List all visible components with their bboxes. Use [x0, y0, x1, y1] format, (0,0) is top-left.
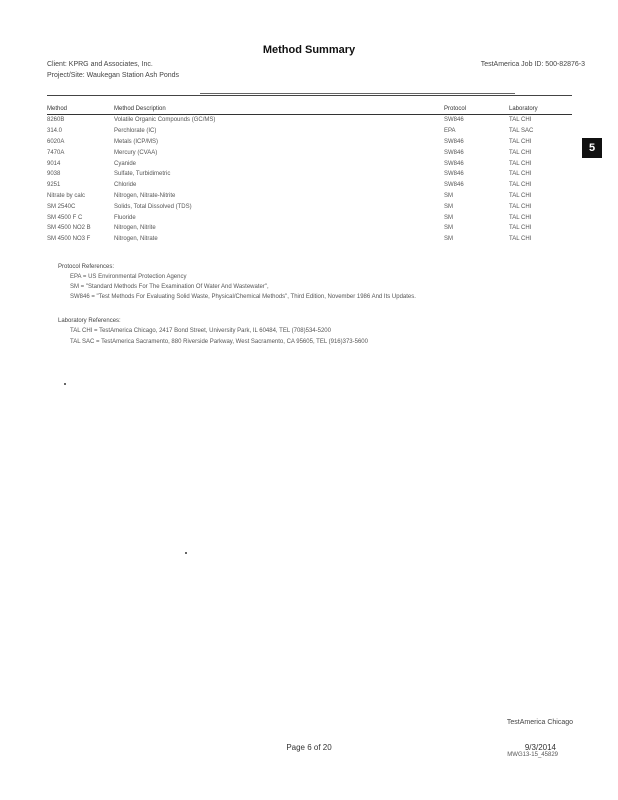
column-header-method: Method: [47, 103, 114, 115]
method-cell: 314.0: [47, 128, 63, 135]
protocol-cell: EPA: [444, 128, 456, 135]
method-description-cell: Sulfate, Turbidimetric: [114, 171, 171, 178]
footer-lab-name: TestAmerica Chicago: [506, 719, 573, 726]
laboratory-cell: TAL CHI: [509, 149, 532, 156]
laboratory-cell: TAL CHI: [509, 225, 532, 232]
laboratory-cell: TAL CHI: [509, 117, 532, 124]
protocol-cell: SM: [444, 203, 453, 210]
protocol-cell: SM: [444, 236, 453, 243]
table-row: [47, 201, 572, 212]
method-table: [47, 103, 572, 245]
table-row: [47, 191, 572, 202]
protocol-cell: SW846: [444, 149, 464, 156]
laboratory-reference-item: TAL SAC = TestAmerica Sacramento, 880 Riverside Parkway, West Sacramento, CA 95605, TEL (916)373-5600: [70, 339, 368, 345]
column-header-description: Method Description: [114, 103, 444, 115]
protocol-cell: SM: [444, 214, 453, 221]
laboratory-references-heading: Laboratory References:: [58, 318, 121, 324]
protocol-cell: SW846: [444, 117, 464, 124]
method-description-cell: Metals (ICP/MS): [114, 138, 159, 145]
laboratory-cell: TAL CHI: [509, 160, 532, 167]
method-description-cell: Nitrogen, Nitrite: [114, 225, 156, 232]
method-cell: 7470A: [47, 149, 65, 156]
header-rule-upper: [200, 93, 515, 94]
table-row: [47, 234, 572, 245]
table-row: [47, 137, 572, 148]
method-description-cell: Nitrogen, Nitrate-Nitrite: [114, 192, 176, 199]
laboratory-cell: TAL CHI: [509, 236, 532, 243]
table-row: [47, 115, 572, 126]
table-row: [47, 126, 572, 137]
column-header-laboratory: Laboratory: [509, 103, 572, 115]
method-cell: Nitrate by calc: [47, 192, 86, 199]
laboratory-cell: TAL CHI: [509, 192, 532, 199]
protocol-cell: SW846: [444, 182, 464, 189]
method-description-cell: Chloride: [114, 182, 137, 189]
method-cell: 9251: [47, 182, 61, 189]
method-description-cell: Nitrogen, Nitrate: [114, 236, 158, 243]
laboratory-cell: TAL SAC: [509, 128, 534, 135]
method-cell: 9014: [47, 160, 61, 167]
section-tab-marker: 5: [582, 138, 602, 158]
footer-document-code: MWG13-15_45829: [507, 752, 558, 758]
job-id: TestAmerica Job ID: 500-82876-3: [480, 61, 585, 68]
protocol-references-heading: Protocol References:: [58, 264, 115, 270]
header-rule: [47, 95, 572, 96]
protocol-reference-item: SM = "Standard Methods For The Examination Of Water And Wastewater",: [70, 284, 269, 290]
laboratory-cell: TAL CHI: [509, 214, 532, 221]
method-cell: 6020A: [47, 138, 65, 145]
protocol-cell: SW846: [444, 138, 464, 145]
table-row: [47, 212, 572, 223]
method-description-cell: Volatile Organic Compounds (GC/MS): [114, 117, 216, 124]
protocol-cell: SW846: [444, 171, 464, 178]
method-cell: 9038: [47, 171, 61, 178]
scan-speck: [64, 383, 66, 385]
client-line: Client: KPRG and Associates, Inc.: [47, 61, 153, 68]
laboratory-cell: TAL CHI: [509, 138, 532, 145]
method-description-cell: Mercury (CVAA): [114, 149, 158, 156]
method-cell: SM 4500 F C: [47, 214, 83, 221]
laboratory-cell: TAL CHI: [509, 182, 532, 189]
protocol-cell: SW846: [444, 160, 464, 167]
protocol-cell: SM: [444, 192, 453, 199]
page-title: Method Summary: [262, 44, 356, 56]
scan-speck: [185, 552, 187, 554]
footer-date: 9/3/2014: [524, 743, 556, 752]
project-line: Project/Site: Waukegan Station Ash Ponds: [47, 72, 180, 79]
method-description-cell: Fluoride: [114, 214, 136, 221]
protocol-cell: SM: [444, 225, 453, 232]
method-description-cell: Solids, Total Dissolved (TDS): [114, 203, 192, 210]
table-row: [47, 158, 572, 169]
method-cell: SM 4500 NO3 F: [47, 236, 91, 243]
table-row: [47, 147, 572, 158]
method-cell: SM 2540C: [47, 203, 76, 210]
column-header-protocol: Protocol: [444, 103, 509, 115]
table-row: [47, 180, 572, 191]
protocol-reference-item: SW846 = "Test Methods For Evaluating Solid Waste, Physical/Chemical Methods", Third Edition, November 1986 And Its Updates.: [70, 294, 416, 300]
table-header-row: [47, 103, 572, 115]
page-number: Page 6 of 20: [286, 743, 332, 752]
method-cell: 8260B: [47, 117, 65, 124]
method-description-cell: Perchlorate (IC): [114, 128, 157, 135]
table-row: [47, 169, 572, 180]
table-row: [47, 223, 572, 234]
laboratory-cell: TAL CHI: [509, 203, 532, 210]
laboratory-reference-item: TAL CHI = TestAmerica Chicago, 2417 Bond Street, University Park, IL 60484, TEL (708)534-5200: [70, 328, 331, 334]
method-cell: SM 4500 NO2 B: [47, 225, 91, 232]
laboratory-cell: TAL CHI: [509, 171, 532, 178]
protocol-reference-item: EPA = US Environmental Protection Agency: [70, 274, 187, 280]
method-description-cell: Cyanide: [114, 160, 137, 167]
